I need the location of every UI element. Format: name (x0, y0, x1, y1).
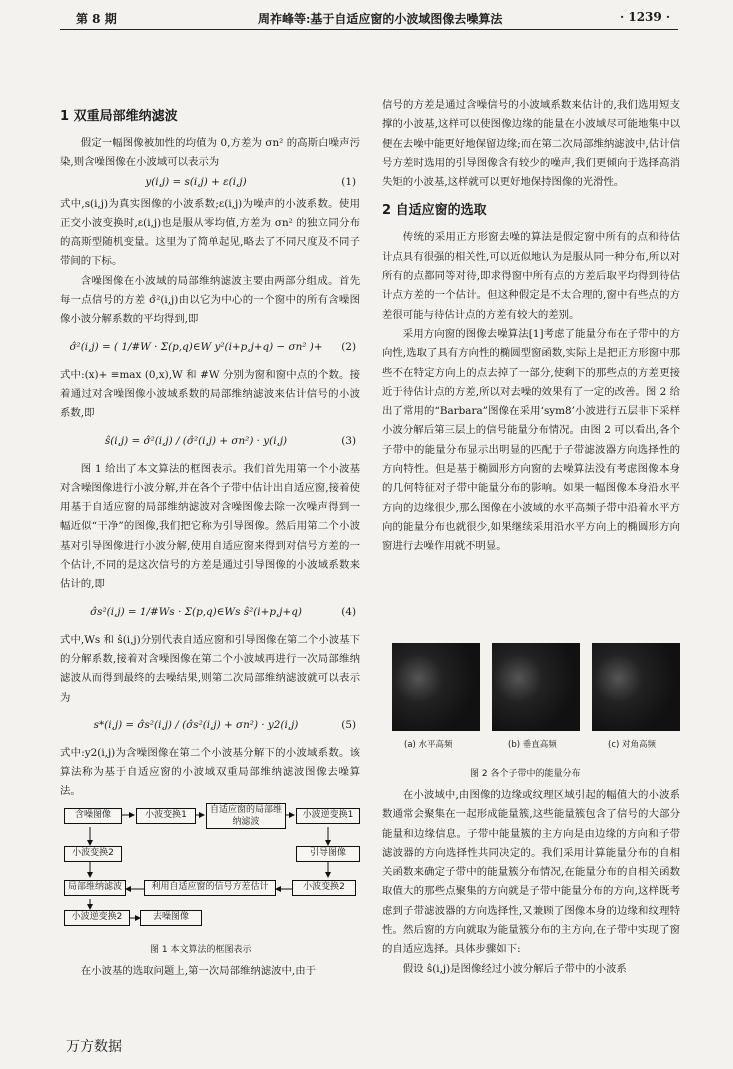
flow-wavelet-transform-1: 小波变换1 (136, 808, 196, 824)
equation-number: (2) (341, 340, 356, 353)
flow-inverse-wavelet-1: 小波逆变换1 (296, 808, 360, 824)
watermark: 万方数据 (66, 1039, 122, 1055)
paragraph: 图 1 给出了本文算法的框图表示。我们首先用第一个小波基对含噪图像进行小波分解,并在各个子带中估计出自适应窗,接着使用基于自适应窗的局部维纳滤波对含噪图像去除一次噪声得到一幅近似“干净”的图像,我们把它称为引导图像。然后用第二个小波基对引导图像进行小波分解,使用自适应窗来得到对信号方差的一个估计,不同的是这次信号的方差是通过引导图像的小波域系数来估计的,即 (60, 462, 360, 591)
section-2-heading: 2 自适应窗的选取 (382, 203, 487, 219)
paragraph: 在小波域中,由图像的边缘或纹理区域引起的幅值大的小波系数通常会聚集在一起形成能量簇,这些能量簇包含了信号的大部分能量和边缘信息。子带中能量簇的主方向是由边缘的方向和子带滤波器的方向选择性共同决定的。我们采用计算能量分布的自相关函数来确定子带中的能量簇分布情况,在能量分布的自相关函数取值大的那些点聚集的方向就是子带中能量分布的方向,这样既考虑到子带滤波器的方向选择性,又兼顾了图像本身的边缘和纹理特性。然后窗的方向就取为能量簇分布的主方向,在子带中实现了窗的自适应选择。具体步骤如下: (382, 789, 680, 956)
flow-local-wiener: 局部维纳滤波 (64, 880, 126, 896)
paragraph: 采用方向窗的图像去噪算法[1]考虑了能量分布在子带中的方向性,选取了具有方向性的椭圆型窗函数,实际上是把正方形窗中那些不在特定方向上的点去掉了一部分,使剩下的那些点的方差更接近于待估计点的方差,所以对去噪的效果有了一定的改善。图 2 给出了常用的“Barbara”图像在采用‘sym8’小波进行五层非下采样小波分解后第三层上的信号能量分布情况。由图 2 可以看出,各个子带中的能量分布显示出明显的匹配于子带滤波器方向选择性的方向特性。但是基于椭圆形方向窗的去噪算法没有考虑图像本身的几何特征对子带中能量分布的影响。如果一幅图像本身沿水平方向的边缘很少,那么图像在小波域的水平高频子带中沿着水平方向的能量分布也就很少,如果继续采用沿水平方向上的椭圆形方向窗进行去噪作用就不明显。 (382, 327, 680, 553)
equation-2 (60, 330, 360, 366)
paragraph: 式中,Ws 和 ŝ(i,j)分别代表自适应窗和引导图像在第二个小波基下的分解系数,接着对含噪图像在第二个小波域再进行一次局部维纳滤波从而得到最终的去噪结果,则第二次局部维纳滤波就可以表示为 (60, 633, 360, 704)
paragraph: 式中,s(i,j)为真实图像的小波系数;ε(i,j)为噪声的小波系数。使用正交小波变换时,ε(i,j)也是服从零均值,方差为 σn² 的独立同分布的高斯型随机变量。这里为了简单起见,略去了不同尺度及不同子带间的下标。 (60, 197, 360, 268)
flow-denoised-image: 去噪图像 (140, 910, 202, 926)
paragraph: 假定一幅图像被加性的均值为 0,方差为 σn² 的高斯白噪声污染,则含噪图像在小波域可以表示为 (60, 137, 360, 169)
paragraph: 传统的采用正方形窗去噪的算法是假定窗中所有的点和待估计点具有很强的相关性,可以近似地认为是服从同一种分布,所以对所有的点都同等对待,即求得窗中所有点的方差后取平均得到待估计点方差的一个估计。但这种假定是不太合理的,窗中有些点的方差很可能与待估计点的方差有较大的差别。 (382, 231, 680, 321)
subband-image-horizontal (392, 643, 480, 731)
subband-image-vertical (492, 643, 580, 731)
paragraph: 含噪图像在小波域的局部维纳滤波主要由两部分组成。首先每一点信号的方差 σ̂²(i,j)由以它为中心的一个窗中的所有含噪图像小波分解系数的平均得到,即 (60, 274, 360, 326)
equation-1 (60, 173, 360, 195)
equation-body: ŝ(i,j) = σ̂²(i,j) / (σ̂²(i,j) + σn²) · y(i,j) (104, 434, 288, 447)
left-column-tail (60, 962, 360, 981)
equation-body: s*(i,j) = σ̂s²(i,j) / (σ̂s²(i,j) + σn²) · y2(i,j) (93, 718, 299, 731)
subband-image-diagonal (592, 643, 680, 731)
equation-4 (60, 595, 360, 631)
paragraph: 式中:(x)+ ≡max (0,x),W 和 #W 分别为窗和窗中点的个数。接着通过对含噪图像小波域系数的局部维纳滤波来估计信号的小波系数,即 (60, 368, 360, 420)
page-header (60, 8, 676, 30)
flow-wavelet-transform-2a: 小波变换2 (64, 846, 122, 862)
figure-1-caption: 图 1 本文算法的框图表示 (150, 945, 252, 955)
paragraph: 式中:y2(i,j)为含噪图像在第二个小波基分解下的小波域系数。该算法称为基于自适应窗的小波域双重局部维纳滤波图像去噪算法。 (60, 746, 360, 798)
equation-number: (4) (341, 605, 356, 618)
subcaption-c: (c) 对角高频 (608, 740, 657, 750)
header-rule (60, 29, 678, 30)
section-1-heading: 1 双重局部维纳滤波 (60, 109, 178, 124)
equation-3 (60, 424, 360, 460)
paragraph: 在小波基的选取问题上,第一次局部维纳滤波中,由于 (80, 965, 316, 977)
issue-number: 第 8 期 (76, 12, 117, 26)
paragraph: 假设 ŝ(i,j)是图像经过小波分解后子带中的小波系 (402, 962, 627, 975)
equation-body: σ̂²(i,j) = ( 1/#W · Σ(p,q)∈W y²(i+p,j+q) − σn² )+ (69, 340, 323, 353)
flow-wavelet-transform-2b: 小波变换2 (292, 880, 356, 896)
left-column (60, 102, 360, 802)
right-column-bottom (382, 786, 680, 979)
paragraph: 信号的方差是通过含噪信号的小波域系数来估计的,我们选用短支撑的小波基,这样可以使图像边缘的能量在小波域尽可能地集中以便在去噪中能更好地保留边缘;而在第二次局部维纳滤波中,估计信号方差时选用的引导图像含有较少的噪声,我们更倾向于选择高消失矩的小波基,这样就可以更好地保持图像的光滑性。 (382, 99, 680, 189)
equation-body: y(i,j) = s(i,j) + ε(i,j) (145, 175, 247, 188)
right-column-top (382, 96, 680, 557)
running-title: 周祚峰等:基于自适应窗的小波域图像去噪算法 (258, 12, 503, 26)
flow-variance-estimate: 利用自适应窗的信号方差估计 (144, 880, 276, 896)
equation-number: (3) (341, 434, 356, 447)
flow-adaptive-wiener: 自适应窗的局部维纳滤波 (206, 803, 286, 829)
flow-inverse-wavelet-2: 小波逆变换2 (64, 910, 130, 926)
equation-number: (5) (341, 718, 356, 731)
subcaption-b: (b) 垂直高频 (508, 740, 557, 750)
flow-noisy-image: 含噪图像 (64, 808, 122, 824)
equation-5 (60, 708, 360, 744)
figure-2-caption: 图 2 各个子带中的能量分布 (470, 769, 581, 779)
equation-number: (1) (341, 175, 356, 188)
equation-body: σ̂s²(i,j) = 1/#Ws · Σ(p,q)∈Ws ŝ²(i+p,j+q) (90, 605, 302, 618)
flow-guide-image: 引导图像 (296, 846, 360, 862)
page-number: · 1239 · (620, 10, 671, 24)
subcaption-a: (a) 水平高频 (404, 740, 453, 750)
